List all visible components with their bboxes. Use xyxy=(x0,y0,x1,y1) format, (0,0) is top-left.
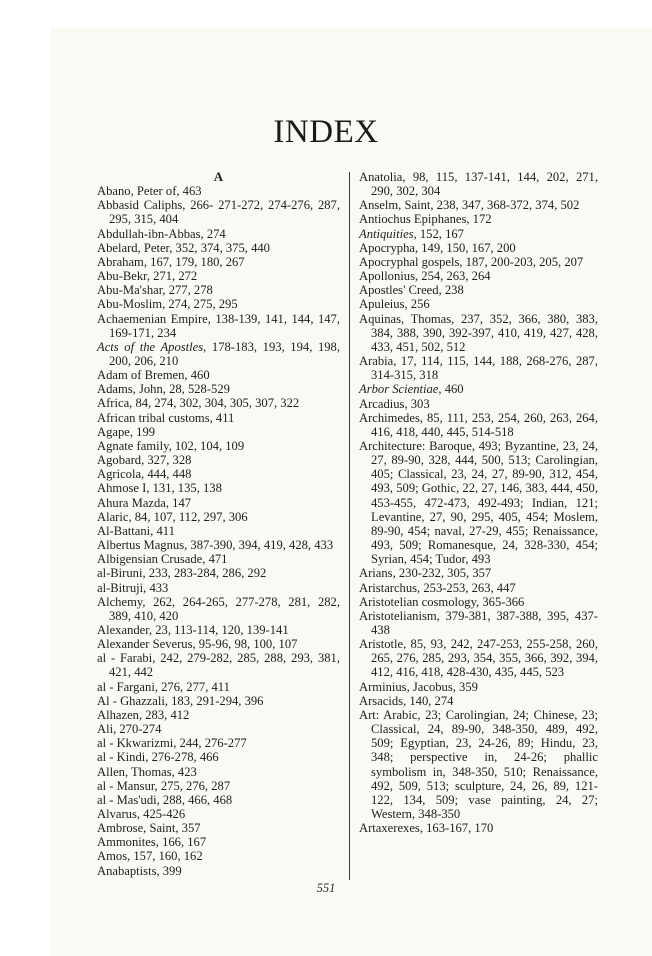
index-entry: al-Bitruji, 433 xyxy=(97,580,169,595)
index-entry: Architecture: Baroque, 493; Byzantine, 23, 24, 27, 89-90, 328, 444, 500, 513; Carolingian, 405; Classical, 23, 24, 27, 89-90, 312, 454, 493, 509; Gothic, 22, 27, 146, 383, 444, 450, 453-455, 472-473, 492-493; Indian, 121; Levantine, 27, 90, 295, 405, 454; Moslem, 89-90, 454; naval, 27-29, 455; Renaissance, 493, 509; Romanesque, 24, 328-330, 454; Syrian, 454; Tudor, 493 xyxy=(359,438,598,567)
index-entry: Antiochus Epiphanes, 172 xyxy=(359,212,492,227)
index-entry: Agnate family, 102, 104, 109 xyxy=(97,438,245,453)
page-title: INDEX xyxy=(273,114,379,150)
index-entry: Abdullah-ibn-Abbas, 274 xyxy=(97,226,226,241)
index-entry: Artaxerexes, 163-167, 170 xyxy=(359,821,494,836)
index-entry: Archimedes, 85, 111, 253, 254, 260, 263, 264, 416, 418, 440, 445, 514-518 xyxy=(359,410,598,439)
index-entry: Arsacids, 140, 274 xyxy=(359,693,454,708)
index-entry: Ali, 270-274 xyxy=(97,722,162,737)
index-entry: Abu-Ma'shar, 277, 278 xyxy=(97,283,213,298)
index-entry: al - Fargani, 276, 277, 411 xyxy=(97,679,230,694)
index-entry: Albertus Magnus, 387-390, 394, 419, 428, 433 xyxy=(97,538,334,553)
index-entry: Al-Battani, 411 xyxy=(97,523,175,538)
index-entry: al - Mansur, 275, 276, 287 xyxy=(97,778,231,793)
index-entry: al - Mas'udi, 288, 466, 468 xyxy=(97,792,233,807)
index-entry: Africa, 84, 274, 302, 304, 305, 307, 322 xyxy=(97,396,300,411)
index-entry: Alhazen, 283, 412 xyxy=(97,707,190,722)
index-entry: Abu-Moslim, 274, 275, 295 xyxy=(97,297,238,312)
index-entry: al - Kindi, 276-278, 466 xyxy=(97,750,219,765)
index-entry: Aristotle, 85, 93, 242, 247-253, 255-258, 260, 265, 276, 285, 293, 354, 355, 366, 392, 394, 412, 416, 418, 428-430, 435, 445, 523 xyxy=(359,637,598,680)
index-entry: Al - Ghazzali, 183, 291-294, 396 xyxy=(97,693,264,708)
index-entry: Agricola, 444, 448 xyxy=(97,467,192,482)
index-entry: Aristarchus, 253-253, 263, 447 xyxy=(359,580,516,595)
index-entry: Alexander, 23, 113-114, 120, 139-141 xyxy=(97,622,289,637)
index-entry: Anselm, Saint, 238, 347, 368-372, 374, 502 xyxy=(359,198,580,213)
index-entry: Art: Arabic, 23; Carolingian, 24; Chinese, 23; Classical, 24, 89-90, 348-350, 489, 492, 509; Egyptian, 23, 24-26, 89; Hindu, 23, 348; perspective in, 24-26; phallic symbolism in, 348-350, 510; Renaissance, 492, 509, 513; sculpture, 24, 26, 89, 121-122, 134, 509; vase painting, 24, 27; Western, 348-350 xyxy=(359,707,598,822)
index-entry: Apocryphal gospels, 187, 200-203, 205, 207 xyxy=(359,254,584,269)
index-entry: Ahura Mazda, 147 xyxy=(97,495,192,510)
index-entry: Acts of the Apostles, 178-183, 193, 194, 198, 200, 206, 210 xyxy=(97,339,340,369)
index-entry: Ambrose, Saint, 357 xyxy=(97,821,201,836)
section-letter: A xyxy=(213,169,224,184)
index-entry: al-Biruni, 233, 283-284, 286, 292 xyxy=(97,566,267,581)
index-entry: Agobard, 327, 328 xyxy=(97,453,192,468)
column-divider xyxy=(349,172,350,880)
index-entry: Abbasid Caliphs, 266- 271-272, 274-276, 287, 295, 315, 404 xyxy=(97,198,340,227)
index-entry: Allen, Thomas, 423 xyxy=(97,764,197,779)
index-entry: Achaemenian Empire, 138-139, 141, 144, 147, 169-171, 234 xyxy=(97,311,340,340)
index-entry: Abu-Bekr, 271, 272 xyxy=(97,269,198,284)
index-entry: Arabia, 17, 114, 115, 144, 188, 268-276, 287, 314-315, 318 xyxy=(359,354,598,383)
index-entry: Aristotelianism, 379-381, 387-388, 395, 437-438 xyxy=(359,608,598,637)
index-entry: Alexander Severus, 95-96, 98, 100, 107 xyxy=(97,637,298,652)
index-entry: Arcadius, 303 xyxy=(359,396,430,411)
index-entry: Alchemy, 262, 264-265, 277-278, 281, 282, 389, 410, 420 xyxy=(97,594,340,623)
index-entry: Antiquities, 152, 167 xyxy=(359,226,464,241)
index-entry: Apostles' Creed, 238 xyxy=(359,283,464,298)
index-entry: Apollonius, 254, 263, 264 xyxy=(359,269,491,284)
index-entry: al - Kkwarizmi, 244, 276-277 xyxy=(97,736,247,751)
index-entry: Abraham, 167, 179, 180, 267 xyxy=(97,254,245,269)
index-entry: African tribal customs, 411 xyxy=(97,410,235,425)
page-number: 551 xyxy=(316,881,336,895)
index-entry: Arians, 230-232, 305, 357 xyxy=(359,566,492,581)
index-entry: Adam of Bremen, 460 xyxy=(97,368,210,383)
index-entry: Abelard, Peter, 352, 374, 375, 440 xyxy=(97,240,270,255)
index-entry: al - Farabi, 242, 279-282, 285, 288, 293, 381, 421, 442 xyxy=(97,651,340,680)
index-entry: Arbor Scientiae, 460 xyxy=(359,382,464,397)
index-entry: Abano, Peter of, 463 xyxy=(97,184,202,199)
index-entry: Alaric, 84, 107, 112, 297, 306 xyxy=(97,509,248,524)
index-entry: Anatolia, 98, 115, 137-141, 144, 202, 271, 290, 302, 304 xyxy=(359,170,598,199)
index-entry: Amos, 157, 160, 162 xyxy=(97,849,203,864)
index-entry: Arminius, Jacobus, 359 xyxy=(359,679,478,694)
index-entry: Albigensian Crusade, 471 xyxy=(97,552,228,567)
index-entry: Ammonites, 166, 167 xyxy=(97,835,207,850)
index-entry: Adams, John, 28, 528-529 xyxy=(97,382,230,397)
index-column-right xyxy=(359,170,598,835)
index-entry: Anabaptists, 399 xyxy=(97,863,182,878)
index-entry: Ahmose I, 131, 135, 138 xyxy=(97,481,222,496)
index-entry: Alvarus, 425-426 xyxy=(97,807,186,822)
index-entry: Aquinas, Thomas, 237, 352, 366, 380, 383, 384, 388, 390, 392-397, 410, 419, 427, 428, 433, 451, 502, 512 xyxy=(359,311,598,354)
index-entry: Apocrypha, 149, 150, 167, 200 xyxy=(359,240,516,255)
index-column-left xyxy=(97,170,340,878)
index-entry: Agape, 199 xyxy=(97,424,156,439)
index-entry: Aristotelian cosmology, 365-366 xyxy=(359,594,525,609)
index-entry: Apuleius, 256 xyxy=(359,297,430,312)
